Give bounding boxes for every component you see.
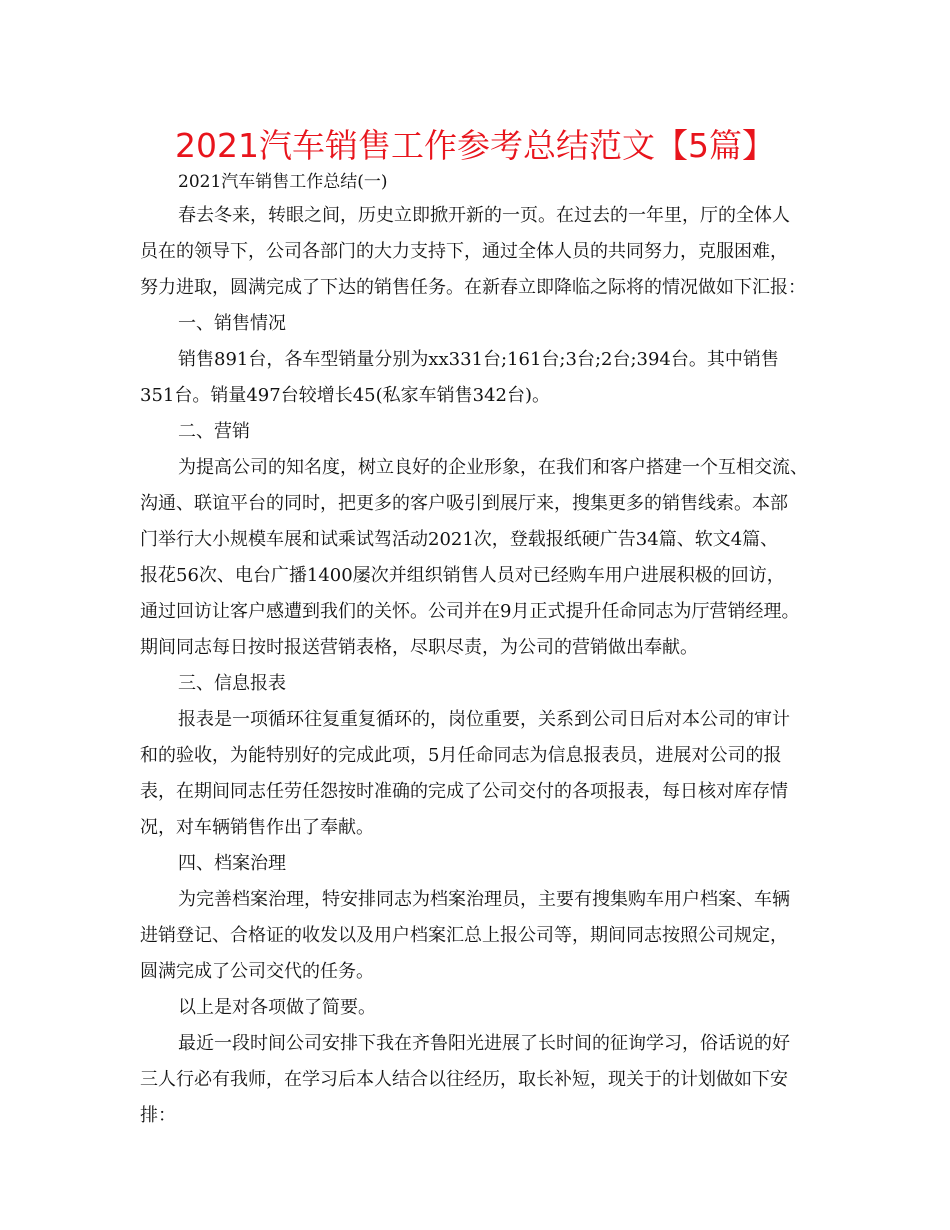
text-line: 一、销售情况 xyxy=(178,313,286,334)
document-body xyxy=(140,166,830,1134)
text-line: 排： xyxy=(140,1105,176,1126)
text-line: 最近一段时间公司安排下我在齐鲁阳光进展了长时间的征询学习，俗话说的好 xyxy=(178,1033,790,1054)
text-line: 为提高公司的知名度，树立良好的企业形象，在我们和客户搭建一个互相交流、 xyxy=(178,457,808,478)
text-line: 报表是一项循环往复重复循环的，岗位重要，关系到公司日后对本公司的审计 xyxy=(178,709,790,730)
text-line: 圆满完成了公司交代的任务。 xyxy=(140,961,374,982)
text-line: 努力进取，圆满完成了下达的销售任务。在新春立即降临之际将的情况做如下汇报： xyxy=(140,277,806,298)
text-line: 351台。销量497台较增长45(私家车销售342台)。 xyxy=(140,385,551,406)
text-line: 三、信息报表 xyxy=(178,673,286,694)
text-line: 期间同志每日按时报送营销表格，尽职尽责，为公司的营销做出奉献。 xyxy=(140,637,698,658)
text-line: 沟通、联谊平台的同时，把更多的客户吸引到展厅来，搜集更多的销售线索。本部 xyxy=(140,493,788,514)
text-line: 门举行大小规模车展和试乘试驾活动2021次，登载报纸硬广告34篇、软文4篇、 xyxy=(140,529,779,550)
text-line: 况，对车辆销售作出了奉献。 xyxy=(140,817,374,838)
text-line: 三人行必有我师，在学习后本人结合以往经历，取长补短，现关于的计划做如下安 xyxy=(140,1069,788,1090)
document-title: 2021汽车销售工作参考总结范文【5篇】 xyxy=(175,126,775,165)
text-line: 员在的领导下，公司各部门的大力支持下，通过全体人员的共同努力，克服困难， xyxy=(140,241,788,262)
text-line: 通过回访让客户感遭到我们的关怀。公司并在9月正式提升任命同志为厅营销经理。 xyxy=(140,601,800,622)
paragraph-lines xyxy=(140,198,830,1134)
text-line: 销售891台，各车型销量分别为xx331台;161台;3台;2台;394台。其中销售 xyxy=(178,349,779,370)
text-line: 以上是对各项做了简要。 xyxy=(178,997,376,1018)
text-line: 报花56次、电台广播1400屡次并组织销售人员对已经购车用户进展积极的回访， xyxy=(140,565,785,586)
text-line: 春去冬来，转眼之间，历史立即掀开新的一页。在过去的一年里，厅的全体人 xyxy=(178,205,790,226)
text-line: 为完善档案治理，特安排同志为档案治理员，主要有搜集购车用户档案、车辆 xyxy=(178,889,790,910)
text-line: 表，在期间同志任劳任怨按时准确的完成了公司交付的各项报表，每日核对库存情 xyxy=(140,781,788,802)
text-line: 进销登记、合格证的收发以及用户档案汇总上报公司等，期间同志按照公司规定， xyxy=(140,925,788,946)
text-line: 四、档案治理 xyxy=(178,853,286,874)
text-line: 二、营销 xyxy=(178,421,250,442)
section-subtitle: 2021汽车销售工作总结(一) xyxy=(178,172,388,192)
text-line: 和的验收，为能特别好的完成此项，5月任命同志为信息报表员，进展对公司的报 xyxy=(140,745,782,766)
